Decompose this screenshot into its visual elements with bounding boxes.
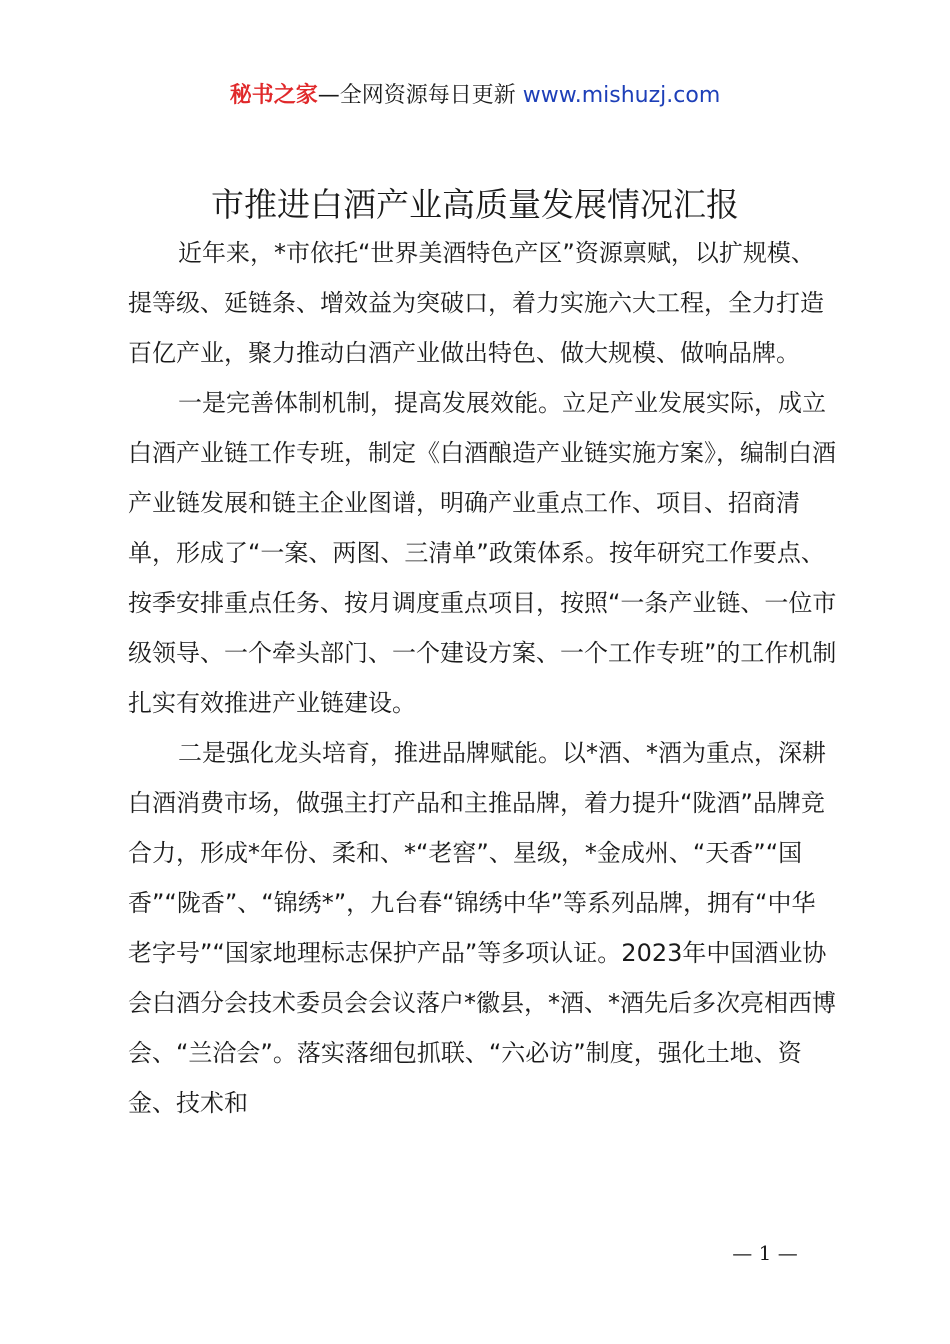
paragraph-intro: 近年来，*市依托“世界美酒特色产区”资源禀赋，以扩规模、提等级、延链条、增效益为突破口，着力实施六大工程，全力打造百亿产业，聚力推动白酒产业做出特色、做大规模、做响品牌。 <box>128 239 824 367</box>
site-url-link[interactable]: www.mishuzj.com <box>522 83 721 108</box>
site-header <box>0 80 950 112</box>
document-body <box>128 228 838 1128</box>
document-title: 市推进白酒产业高质量发展情况汇报 <box>211 185 739 224</box>
paragraph-mechanism: 一是完善体制机制，提高发展效能。立足产业发展实际，成立白酒产业链工作专班，制定《白酒酿造产业链实施方案》，编制白酒产业链发展和链主企业图谱，明确产业重点工作、项目、招商清单，形成了“一案、两图、三清单”政策体系。按年研究工作要点、按季安排重点任务、按月调度重点项目，按照“一条产业链、一位市级领导、一个牵头部门、一个建设方案、一个工作专班”的工作机制扎实有效推进产业链建设。 <box>128 389 837 717</box>
page-number: — 1 — <box>732 1241 798 1265</box>
site-tagline: —全网资源每日更新 <box>317 83 523 108</box>
site-brand: 秘书之家 <box>229 83 318 108</box>
paragraph-brand: 二是强化龙头培育，推进品牌赋能。以*酒、*酒为重点，深耕白酒消费市场，做强主打产品和主推品牌，着力提升“陇酒”品牌竞合力，形成*年份、柔和、*“老窖”、星级，*金成州、“天香”“国香”“陇香”、“锦绣*”，九台春“锦绣中华”等系列品牌，拥有“中华老字号”“国家地理标志保护产品”等多项认证。2023年中国酒业协会白酒分会技术委员会会议落户*徽县，*酒、*酒先后多次亮相西博会、“兰洽会”。落实落细包抓联、“六必访”制度，强化土地、资金、技术和 <box>128 739 836 1117</box>
